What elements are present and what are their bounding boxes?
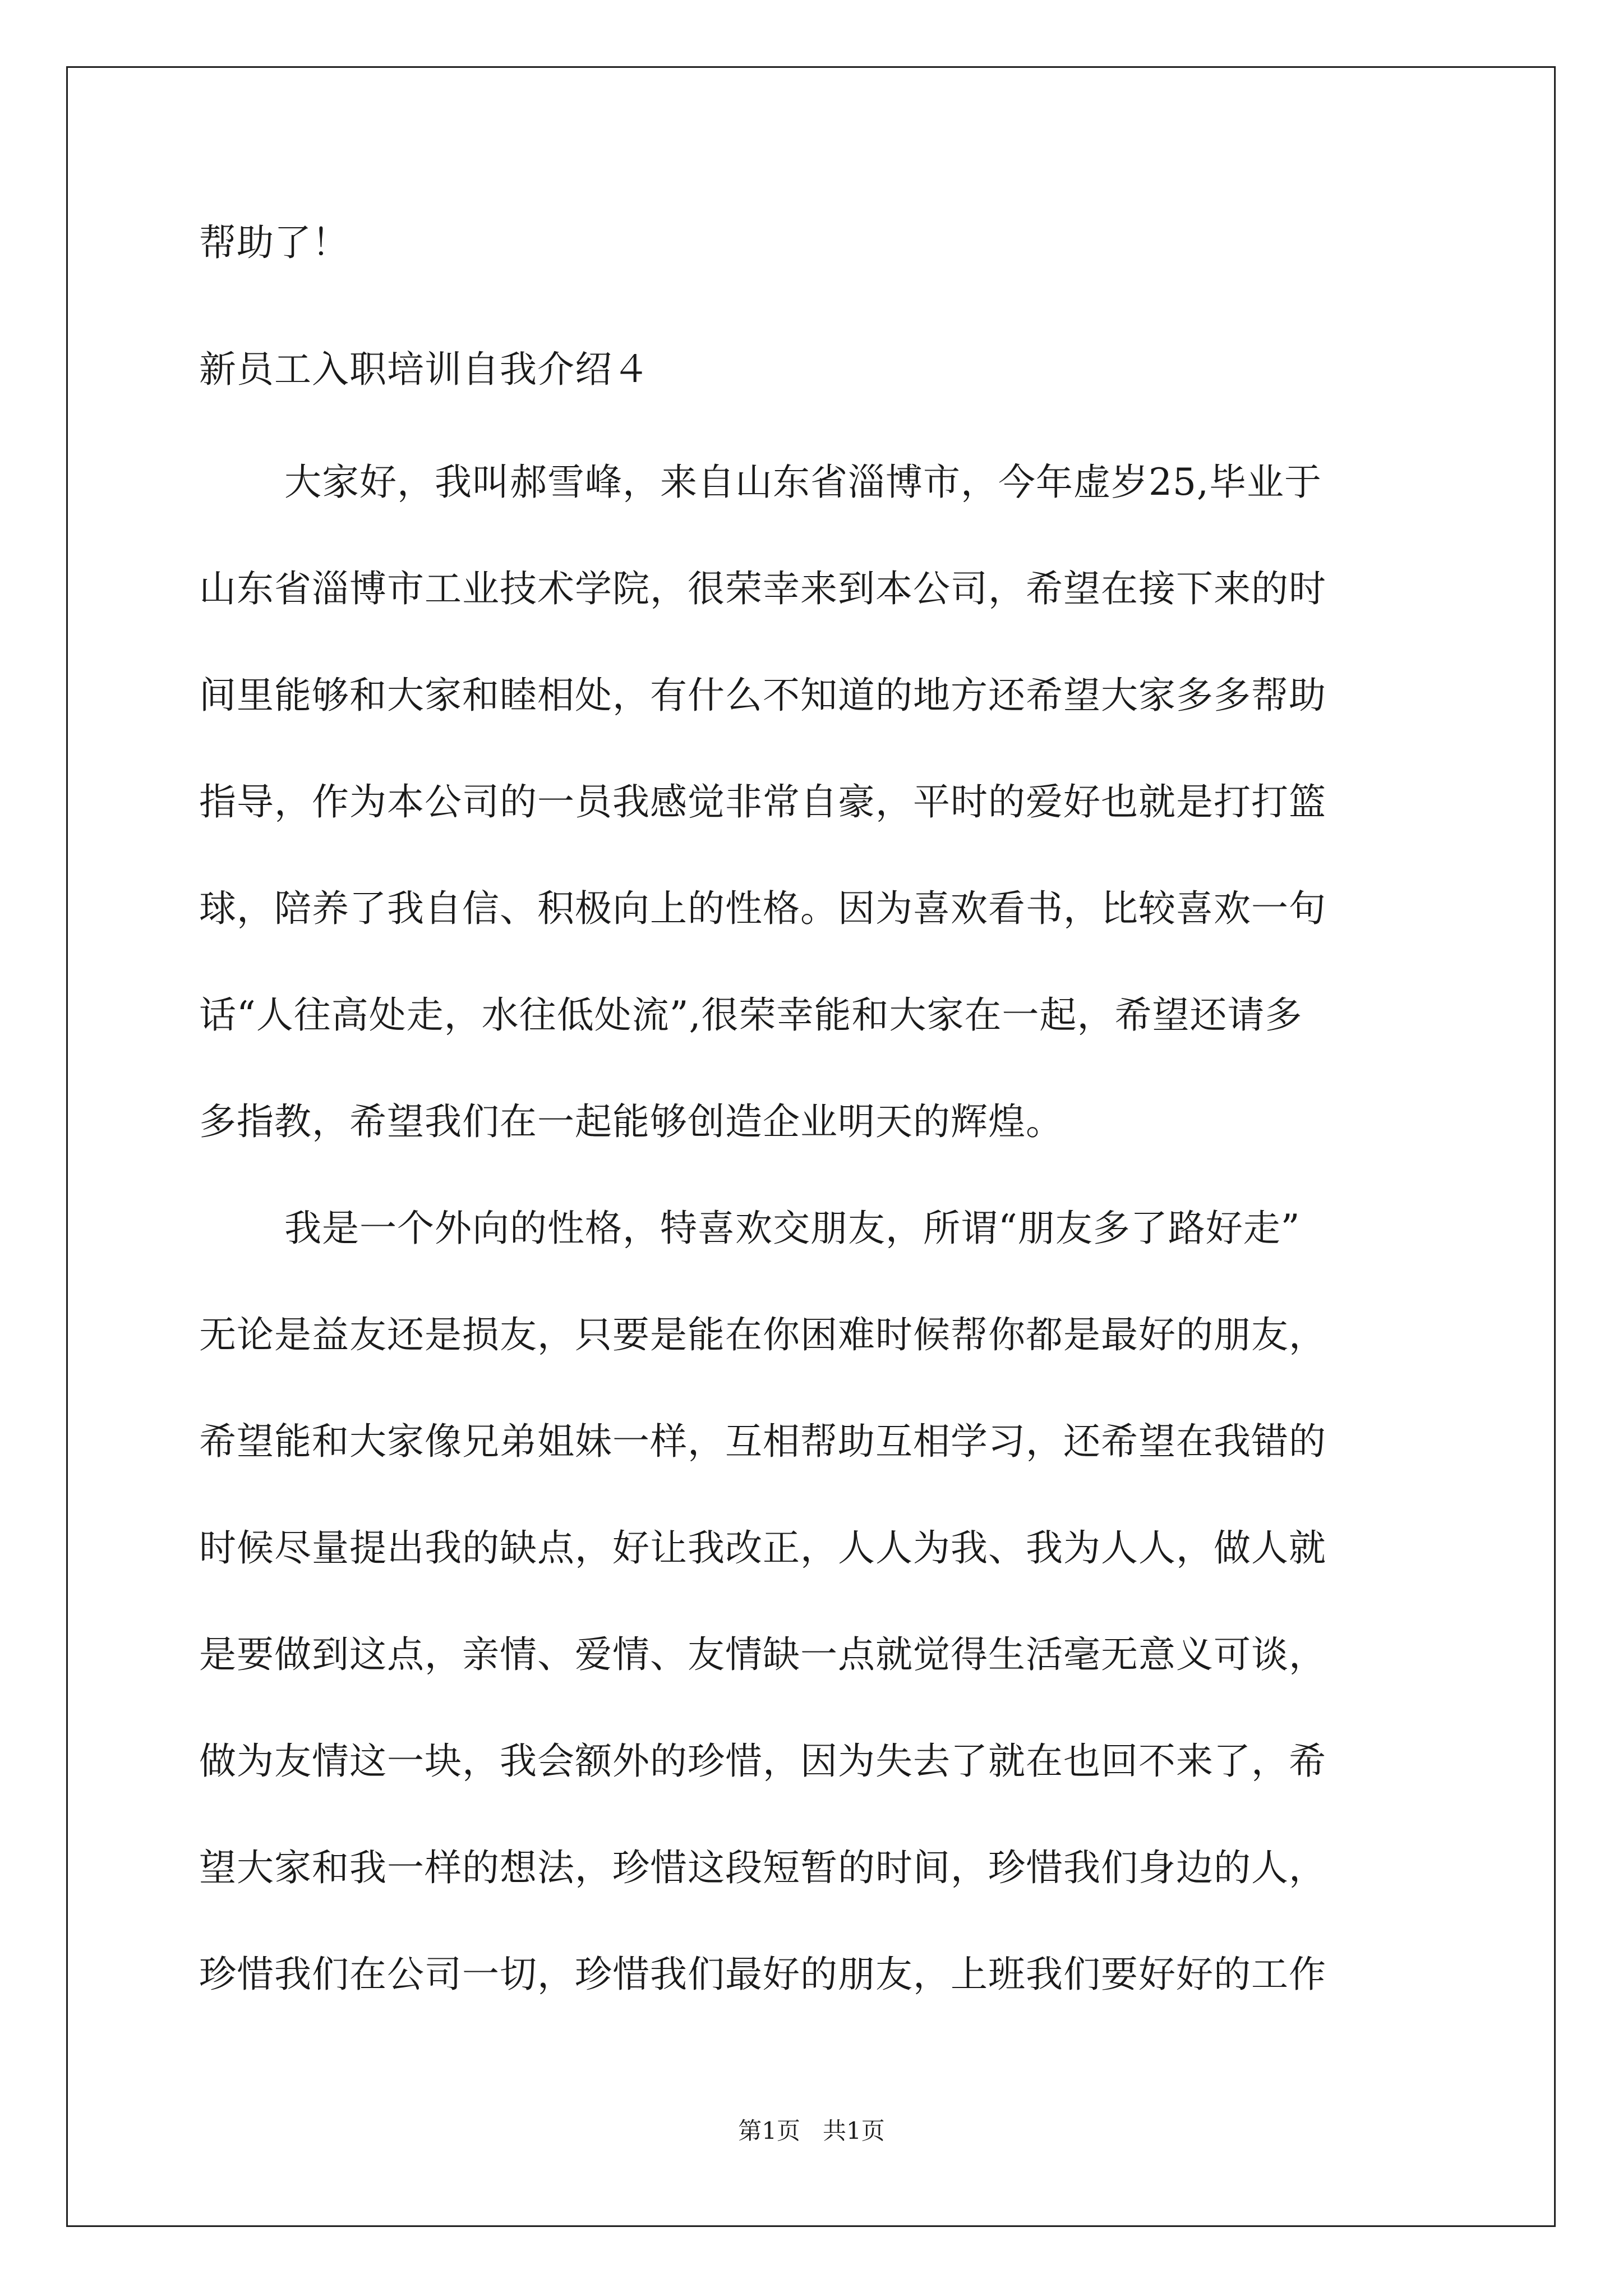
paragraph-line: 球，陪养了我自信、积极向上的性格。因为喜欢看书，比较喜欢一句 — [199, 887, 1326, 930]
paragraph-line: 山东省淄博市工业技术学院，很荣幸来到本公司，希望在接下来的时 — [199, 567, 1326, 610]
paragraph-line: 望大家和我一样的想法，珍惜这段短暂的时间，珍惜我们身边的人， — [199, 1846, 1326, 1889]
paragraph-line: 多指教，希望我们在一起能够创造企业明天的辉煌。 — [199, 1100, 1063, 1143]
paragraph-line: 希望能和大家像兄弟姐妹一样，互相帮助互相学习，还希望在我错的 — [199, 1420, 1326, 1463]
paragraph-2 — [199, 1207, 1433, 1996]
paragraph-line: 珍惜我们在公司一切，珍惜我们最好的朋友，上班我们要好好的工作 — [199, 1953, 1326, 1996]
paragraph-line: 是要做到这点，亲情、爱情、友情缺一点就觉得生活毫无意义可谈， — [199, 1633, 1326, 1676]
document-body — [199, 221, 1433, 1996]
paragraph-line: 时候尽量提出我的缺点，好让我改正，人人为我、我为人人，做人就 — [199, 1526, 1326, 1570]
paragraph-1 — [199, 461, 1433, 1143]
page-number-footer: 第1页 共1页 — [738, 2117, 885, 2145]
paragraph-line: 间里能够和大家和睦相处，有什么不知道的地方还希望大家多多帮助 — [199, 674, 1326, 717]
paragraph-line: 话“人往高处走，水往低处流”,很荣幸能和大家在一起，希望还请多 — [199, 993, 1303, 1037]
continued-text: 帮助了！ — [199, 221, 349, 264]
paragraph-line: 无论是益友还是损友，只要是能在你困难时候帮你都是最好的朋友， — [199, 1313, 1326, 1356]
section-title: 新员工入职培训自我介绍４ — [199, 348, 650, 391]
paragraph-line: 指导，作为本公司的一员我感觉非常自豪，平时的爱好也就是打打篮 — [199, 780, 1326, 823]
paragraph-line: 我是一个外向的性格，特喜欢交朋友，所谓“朋友多了路好走” — [284, 1207, 1301, 1250]
paragraph-line: 做为友情这一块，我会额外的珍惜，因为失去了就在也回不来了，希 — [199, 1740, 1326, 1783]
paragraph-line: 大家好，我叫郝雪峰，来自山东省淄博市，今年虚岁25,毕业于 — [284, 461, 1322, 504]
